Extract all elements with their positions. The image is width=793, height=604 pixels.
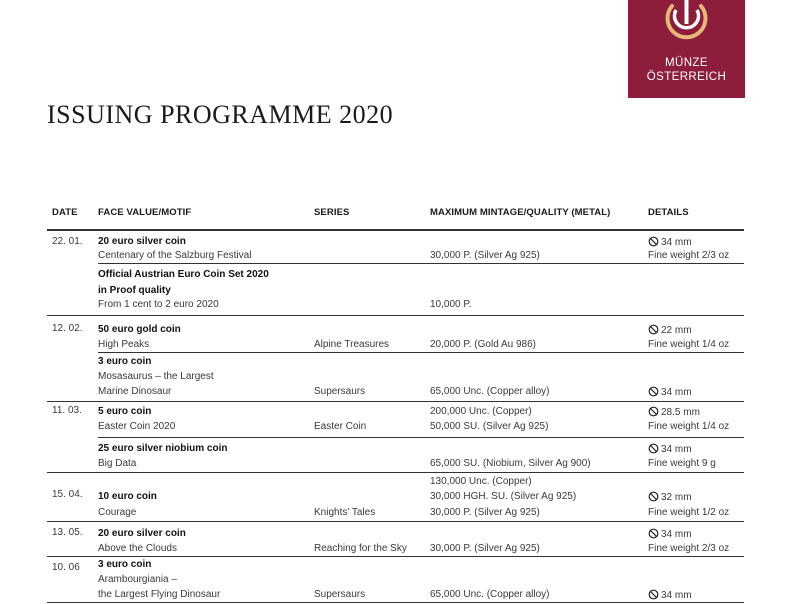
row-divider <box>47 556 744 557</box>
coin-name: 5 euro coin <box>98 406 152 417</box>
diameter-icon <box>648 443 659 454</box>
coin-series: Supersaurs <box>314 386 366 397</box>
diameter-icon <box>648 236 659 247</box>
mintage: 200,000 Unc. (Copper) <box>430 406 532 417</box>
coin-name: 3 euro coin <box>98 356 152 367</box>
diameter <box>648 324 692 337</box>
coin-motif: Big Data <box>98 458 137 469</box>
coin-name: Official Austrian Euro Coin Set 2020 <box>98 269 269 280</box>
coin-series: Supersaurs <box>314 589 366 600</box>
coin-name: 20 euro silver coin <box>98 528 186 539</box>
row-divider <box>47 315 744 316</box>
mintage: 10,000 P. <box>430 299 472 310</box>
mintage-line-2: 50,000 SU. (Silver Ag 925) <box>430 421 549 432</box>
row-date: 15. 04. <box>52 489 83 500</box>
coin-motif: Mosasaurus – the Largest <box>98 371 214 382</box>
coin-motif: Courage <box>98 507 137 518</box>
diameter-icon <box>648 491 659 502</box>
diameter <box>648 236 692 249</box>
column-header-date: DATE <box>52 207 78 218</box>
row-date: 22. 01. <box>52 236 83 247</box>
row-divider <box>47 401 744 402</box>
brand-line-2: ÖSTERREICH <box>646 71 727 83</box>
fine-weight: Fine weight 2/3 oz <box>648 543 730 554</box>
coin-motif: Arambourgiania – <box>98 574 177 585</box>
diameter-value: 34 mm <box>661 387 692 398</box>
coin-name: 10 euro coin <box>98 491 157 502</box>
mintage: 65,000 SU. (Niobium, Silver Ag 900) <box>430 458 591 469</box>
diameter-icon <box>648 386 659 397</box>
diameter-icon <box>648 589 659 600</box>
row-date: 12. 02. <box>52 323 83 334</box>
mintage: 30,000 P. (Silver Ag 925) <box>430 250 540 261</box>
coin-motif: Easter Coin 2020 <box>98 421 176 432</box>
brand-line-1: MÜNZE <box>665 57 708 69</box>
coin-series: Reaching for the Sky <box>314 543 407 554</box>
logo-mark-icon <box>660 0 713 56</box>
row-divider <box>47 602 744 603</box>
column-header-details: DETAILS <box>648 207 689 218</box>
coin-motif-line-2: Marine Dinosaur <box>98 386 172 397</box>
coin-motif: High Peaks <box>98 339 150 350</box>
diameter-icon <box>648 406 659 417</box>
row-divider <box>47 521 744 522</box>
coin-series: Easter Coin <box>314 421 367 432</box>
diameter-value: 32 mm <box>661 492 692 503</box>
diameter <box>648 589 692 602</box>
page-title: ISSUING PROGRAMME 2020 <box>47 100 394 129</box>
column-header-face-value: FACE VALUE/MOTIF <box>98 207 192 218</box>
row-divider <box>47 472 744 473</box>
diameter <box>648 528 692 541</box>
diameter-icon <box>648 324 659 335</box>
diameter-value: 28.5 mm <box>661 407 700 418</box>
diameter <box>648 386 692 399</box>
coin-name-line-2: in Proof quality <box>98 285 171 296</box>
header-rule <box>47 229 744 231</box>
coin-motif: Above the Clouds <box>98 543 177 554</box>
row-divider <box>98 352 744 353</box>
diameter-value: 34 mm <box>661 529 692 540</box>
row-divider <box>98 263 744 264</box>
mintage: 65,000 Unc. (Copper alloy) <box>430 386 550 397</box>
column-header-series: SERIES <box>314 207 350 218</box>
coin-name: 25 euro silver niobium coin <box>98 443 228 454</box>
column-header-mintage: MAXIMUM MINTAGE/QUALITY (METAL) <box>430 207 611 218</box>
brand-logo <box>628 0 745 98</box>
row-date: 10. 06 <box>52 562 80 573</box>
diameter <box>648 491 692 504</box>
mintage: 20,000 P. (Gold Au 986) <box>430 339 537 350</box>
mintage-line-2: 30,000 HGH. SU. (Silver Ag 925) <box>430 491 577 502</box>
mintage: 30,000 P. (Silver Ag 925) <box>430 543 540 554</box>
diameter-value: 34 mm <box>661 590 692 601</box>
coin-motif-line-2: the Largest Flying Dinosaur <box>98 589 221 600</box>
diameter <box>648 443 692 456</box>
diameter-icon <box>648 528 659 539</box>
fine-weight: Fine weight 9 g <box>648 458 716 469</box>
fine-weight: Fine weight 2/3 oz <box>648 250 730 261</box>
mintage: 65,000 Unc. (Copper alloy) <box>430 589 550 600</box>
coin-motif: From 1 cent to 2 euro 2020 <box>98 299 219 310</box>
mintage-line-3: 30,000 P. (Silver Ag 925) <box>430 507 540 518</box>
row-divider <box>98 437 744 438</box>
diameter-value: 34 mm <box>661 444 692 455</box>
coin-name: 20 euro silver coin <box>98 236 186 247</box>
coin-name: 3 euro coin <box>98 559 152 570</box>
row-date: 11. 03. <box>52 405 82 416</box>
fine-weight: Fine weight 1/4 oz <box>648 339 730 350</box>
fine-weight: Fine weight 1/4 oz <box>648 421 730 432</box>
coin-motif: Centenary of the Salzburg Festival <box>98 250 252 261</box>
mintage: 130,000 Unc. (Copper) <box>430 476 532 487</box>
row-date: 13. 05. <box>52 527 83 538</box>
fine-weight: Fine weight 1/2 oz <box>648 507 730 518</box>
coin-series: Alpine Treasures <box>314 339 390 350</box>
coin-series: Knights' Tales <box>314 507 376 518</box>
diameter-value: 34 mm <box>661 237 692 248</box>
coin-name: 50 euro gold coin <box>98 324 181 335</box>
diameter <box>648 406 700 419</box>
diameter-value: 22 mm <box>661 325 692 336</box>
